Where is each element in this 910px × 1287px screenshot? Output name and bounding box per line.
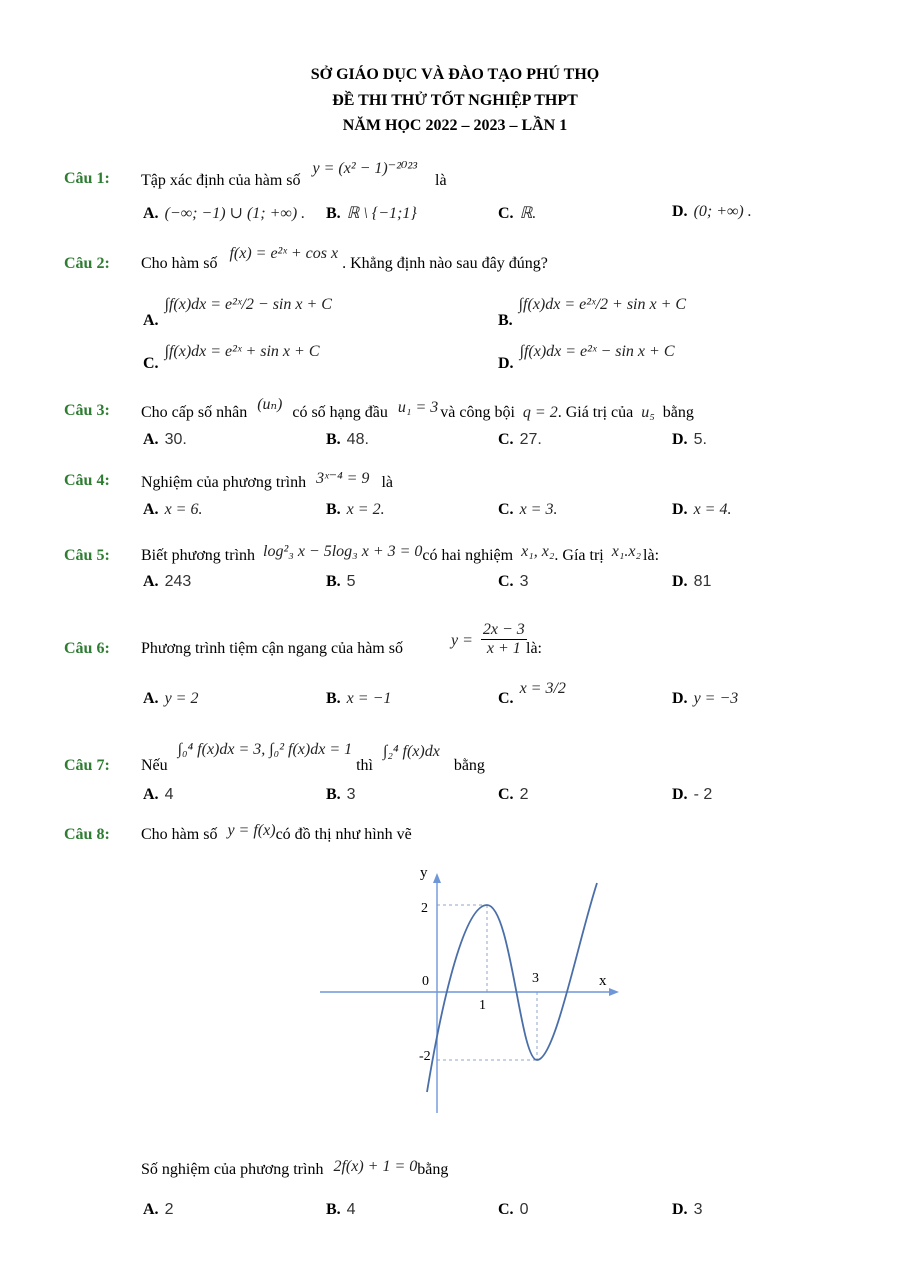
answer-value: 81 [693,573,712,590]
answer-d [672,203,752,221]
math-lhs: y = [451,632,473,650]
answer-letter: A. [143,501,159,518]
answer-value: x = 2. [346,501,385,518]
answer-letter: D. [672,203,688,220]
answer-c [143,343,320,372]
answer-a [143,296,332,329]
question-text [141,640,403,658]
answer-letter: B. [326,573,341,590]
tick-label-1: 1 [479,998,486,1013]
tick-label-2: 2 [421,901,428,916]
question-math: ∫₀⁴ f(x)dx = 3, ∫₀² f(x)dx = 1 [177,741,353,758]
question-label: Câu 6: [64,640,110,657]
answer-value: 4 [164,786,174,803]
answer-d [672,1201,702,1219]
answer-value: 0 [519,1201,529,1218]
question-suffix: có đồ thị như hình vẽ [275,826,412,843]
answer-value: ℝ. [519,205,537,222]
answer-letter: B. [326,431,341,448]
answer-letter: D. [672,573,688,590]
answer-letter: C. [498,431,514,448]
answer-c [498,501,557,519]
answer-value: 2 [519,786,529,803]
question-prefix: Nghiệm của phương trình [141,474,307,491]
answer-value: y = 2 [164,690,199,707]
question-suffix: là: [526,640,542,657]
question-text-part: có số hạng đầu [292,404,388,421]
followup-prefix: Số nghiệm của phương trình [141,1161,324,1178]
answer-a [143,431,187,449]
answer-letter: D. [672,501,688,518]
answer-letter: B. [326,786,341,803]
question-prefix: Tập xác định của hàm số [141,172,301,189]
answer-value: (0; +∞) . [693,203,752,220]
question-text-part: có hai nghiệm [422,547,514,564]
answer-letter: B. [326,690,341,707]
answer-letter: B. [326,205,341,222]
answer-c [498,680,566,708]
y-axis-arrow [433,873,441,883]
answer-b [326,1201,356,1219]
answer-a [143,1201,173,1219]
answer-letter: A. [143,786,159,803]
answer-b [326,203,417,223]
answer-value: x = −1 [346,690,392,707]
header-line-1: SỞ GIÁO DỤC VÀ ĐÀO TẠO PHÚ THỌ [310,66,600,83]
answer-value: 243 [164,573,192,590]
question-label: Câu 4: [64,472,110,489]
answer-c [498,431,542,449]
answer-value: ∫f(x)dx = e²ˣ + sin x + C [164,343,320,360]
answer-b [326,573,356,591]
question-math: ∫₂⁴ f(x)dx [383,743,440,760]
question-label: Câu 5: [64,547,110,564]
tick-label-3: 3 [532,971,539,986]
answer-value: x = 6. [164,501,203,518]
x-label: x [599,973,607,989]
question-text-part: . Giá trị của [557,404,634,421]
question-text [141,543,660,565]
question-suffix: là [381,474,393,491]
answer-c [498,786,528,804]
answer-letter: A. [143,312,159,329]
question-followup [141,1158,449,1179]
fraction-numerator: 2x − 3 [482,621,525,638]
question-prefix: Cho hàm số [141,255,218,272]
answer-value: ∫f(x)dx = e²ˣ/2 − sin x + C [164,296,332,313]
answer-letter: C. [498,573,514,590]
question-math: u₁ = 3 [397,399,439,416]
question-label: Câu 7: [64,757,110,774]
x-axis-arrow [609,988,619,996]
answer-a [143,786,173,804]
answer-letter: C. [498,690,514,707]
question-math: log²₃ x − 5log₃ x + 3 = 0 [263,543,423,560]
answer-b [326,501,385,519]
answer-value: x = 3/2 [519,680,566,697]
answer-letter: C. [498,786,514,803]
answer-value: ℝ \ {−1;1} [346,205,417,222]
answer-a [143,690,198,708]
question-text-part: và công bội [440,404,515,421]
question-suffix: là: [643,547,660,564]
answer-a [143,203,305,223]
answer-value: 5. [693,431,707,448]
answer-value: x = 4. [693,501,732,518]
answer-letter: C. [498,501,514,518]
answer-letter: B. [326,501,341,518]
question-math: q = 2 [522,404,558,421]
answer-b [326,786,356,804]
answer-value: y = −3 [693,690,739,707]
question-suffix: bằng [453,757,485,774]
function-graph [315,855,635,1120]
question-suffix: bằng [662,404,694,421]
answer-letter: A. [143,431,159,448]
y-label: y [420,865,428,881]
answer-a [143,573,191,591]
function-curve [427,883,597,1092]
tick-label-minus-2: -2 [419,1049,431,1064]
answer-d [672,501,731,519]
answer-value: 48. [346,431,369,448]
answer-value: 3 [693,1201,703,1218]
question-text [141,160,447,190]
question-text [141,396,694,422]
question-suffix: là [435,172,447,189]
answer-b [498,296,687,329]
answer-value: 3 [519,573,529,590]
question-math: f(x) = e²ˣ + cos x [229,245,339,262]
header-line-3: NĂM HỌC 2022 – 2023 – LẦN 1 [342,117,568,134]
answer-value: (−∞; −1) ∪ (1; +∞) . [164,205,306,222]
answer-letter: B. [326,1201,341,1218]
answer-value: x = 3. [519,501,558,518]
question-prefix: Nếu [141,757,168,774]
question-prefix: Phương trình tiệm cận ngang của hàm số [141,640,403,657]
header-line-2: ĐỀ THI THỬ TỐT NGHIỆP THPT [332,92,578,109]
answer-d [672,690,738,708]
question-label: Câu 8: [64,826,110,843]
answer-letter: D. [672,786,688,803]
answer-letter: A. [143,1201,159,1218]
question-text [141,741,485,775]
answer-letter: B. [498,312,513,329]
question-math: x₁.x₂ [611,543,642,560]
question-text [141,822,412,844]
followup-math: 2f(x) + 1 = 0 [333,1158,418,1175]
answer-value: 5 [346,573,356,590]
question-suffix: . Khẳng định nào sau đây đúng? [342,255,548,272]
fraction [481,621,527,658]
question-text [141,245,548,273]
answer-c [498,1201,528,1219]
question-math: 3ˣ⁻⁴ = 9 [316,470,370,487]
answer-letter: C. [143,355,159,372]
answer-c [498,203,536,223]
answer-letter: D. [498,355,514,372]
answer-value: 2 [164,1201,174,1218]
answer-d [672,573,711,591]
answer-value: 30. [164,431,187,448]
answer-value: 4 [346,1201,356,1218]
question-prefix: Cho hàm số [141,826,218,843]
answer-letter: A. [143,573,159,590]
question-label: Câu 2: [64,255,110,272]
question-math: x₁, x₂ [521,543,555,560]
question-text [141,472,393,492]
answer-d [672,786,712,804]
answer-letter: D. [672,690,688,707]
answer-d [498,343,675,372]
question-math: (uₙ) [257,396,283,413]
answer-letter: A. [143,205,159,222]
question-math: y = f(x) [227,822,276,839]
answer-value: - 2 [693,786,713,803]
question-label: Câu 1: [64,170,110,187]
answer-value: 27. [519,431,542,448]
answer-letter: D. [672,431,688,448]
answer-a [143,501,202,519]
answer-b [326,690,391,708]
answer-value: 3 [346,786,356,803]
question-math: u₅ [641,404,655,421]
answer-letter: D. [672,1201,688,1218]
followup-suffix: bằng [417,1161,449,1178]
question-text-part: . Gía trị [554,547,604,564]
question-prefix: Biết phương trình [141,547,256,564]
question-math [451,621,527,658]
answer-letter: C. [498,205,514,222]
answer-letter: C. [498,1201,514,1218]
answer-value: ∫f(x)dx = e²ˣ − sin x + C [519,343,675,360]
question-label: Câu 3: [64,402,110,419]
answer-letter: A. [143,690,159,707]
answer-value: ∫f(x)dx = e²ˣ/2 + sin x + C [518,296,687,313]
question-text-part: thì [356,757,373,774]
question-prefix: Cho cấp số nhân [141,404,248,421]
answer-d [672,431,707,449]
answer-c [498,573,528,591]
tick-label-0: 0 [422,974,429,989]
fraction-denominator: x + 1 [486,640,521,657]
question-math: y = (x² − 1)⁻²⁰²³ [312,160,417,177]
answer-b [326,431,369,449]
